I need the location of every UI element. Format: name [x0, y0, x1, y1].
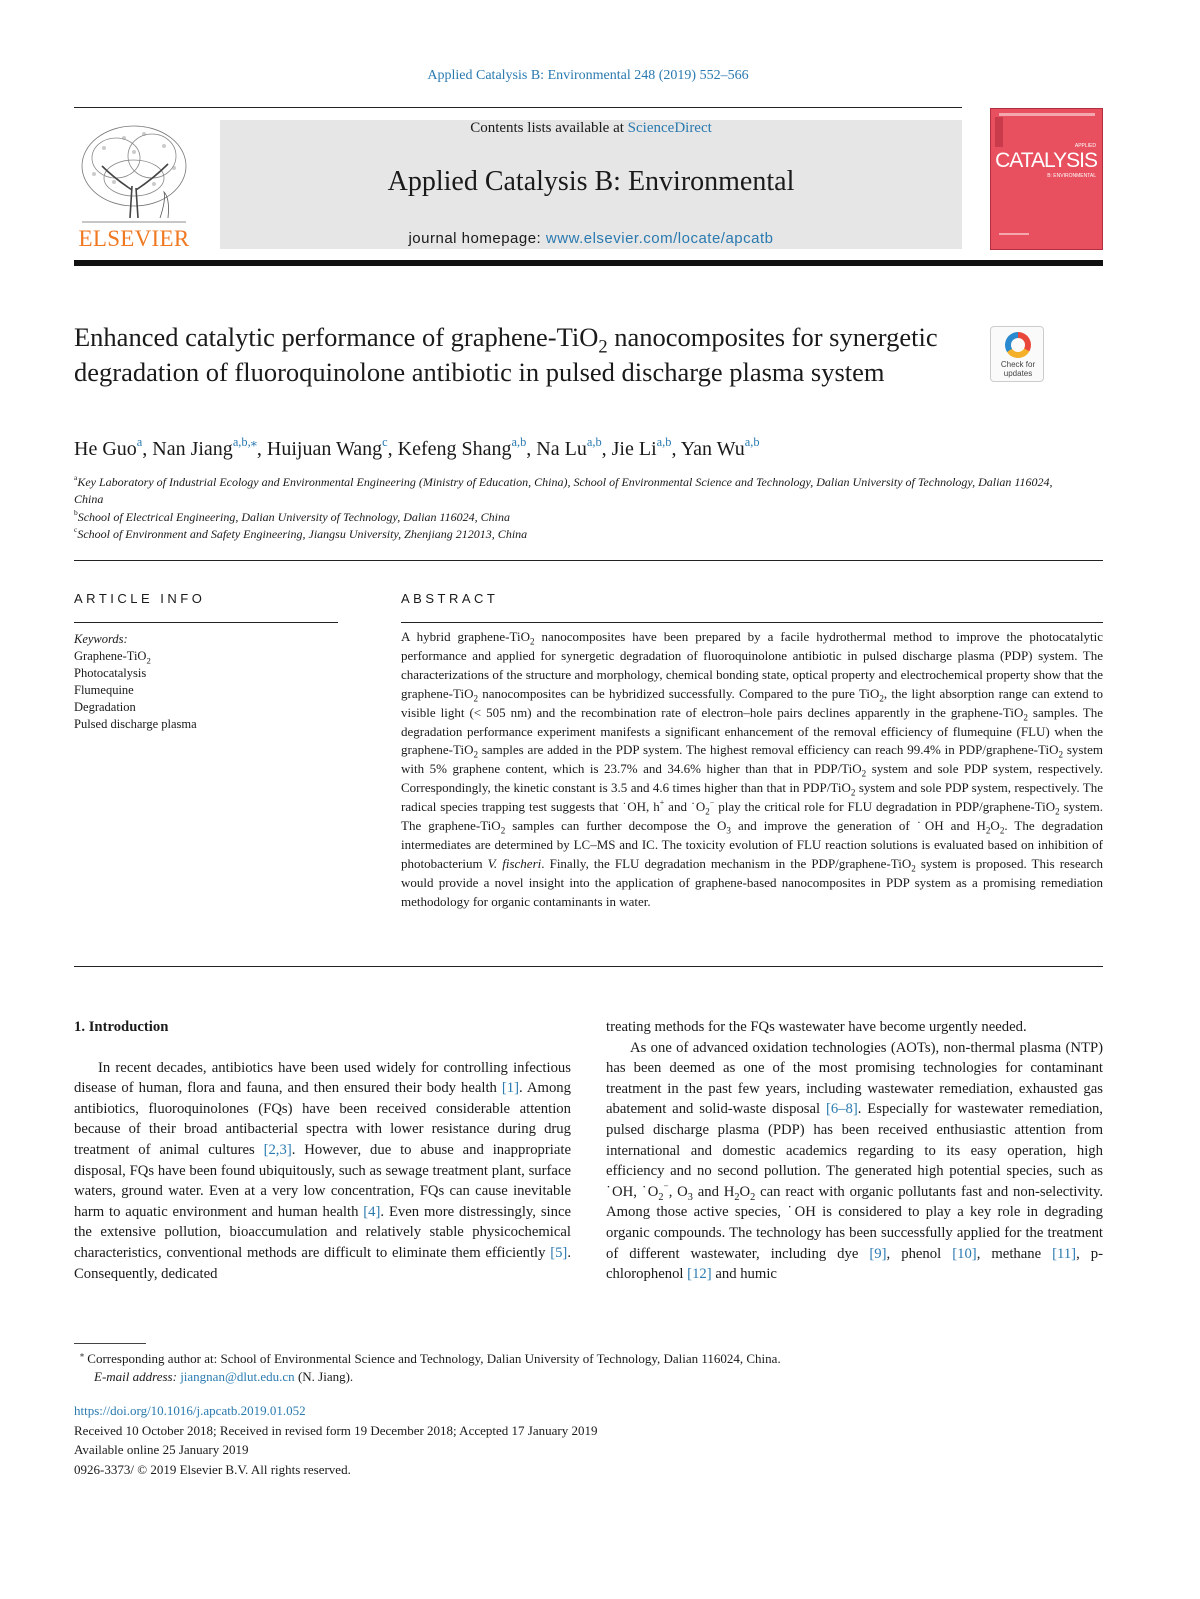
superscript: −: [663, 1180, 669, 1191]
text-run: . Finally, the FLU degradation mechanism in the PDP/graphene-TiO: [541, 855, 912, 871]
section-heading-introduction: 1. Introduction: [74, 1019, 169, 1035]
subscript: 2: [500, 825, 506, 836]
article-title: Enhanced catalytic performance of graphene-TiO$_2$ nanocomposites for synergetic degradation of fluoroquinolone antibiotic in pulsed discharge plasma system: [74, 322, 938, 387]
affiliation-b: $^b$School of Electrical Engineering, Dalian University of Technology, Dalian 116024, China: [74, 508, 511, 524]
intro-paragraph-1: [74, 1058, 571, 1285]
text-run: O: [990, 818, 1000, 834]
journal-homepage: journal homepage: www.elsevier.com/locate/apcatb: [408, 230, 774, 247]
journal-cover-thumbnail[interactable]: [990, 108, 1103, 250]
subscript: 2: [1058, 750, 1064, 761]
text-run: samples. The degradation performance experiment manifests a significant enhancement of the removal efficiency of flumequine (FLU) when the graphene-TiO: [401, 704, 1103, 758]
reference-link[interactable]: [12]: [687, 1266, 712, 1283]
author-name: Yan Wu: [680, 438, 745, 460]
affiliation-a: $^a$Key Laboratory of Industrial Ecology and Environmental Engineering (Ministry of Education, China), School of Environmental Science and Technology, Dalian University of Technology, Dalian 116024, China: [74, 473, 1053, 506]
subscript: 2: [658, 1191, 664, 1203]
abstract-bottom-rule: [74, 966, 1103, 967]
text-run: can react with organic pollutants fast and non-selectivity. Among those active species, ˙OH is considered to play a key role in degrading organic compounds. The technology has been successfully applied for the treatment of different wastewater, including dye: [606, 1183, 1104, 1262]
keyword-item: Graphene-TiO$_2$: [74, 649, 151, 666]
text-run: samples can further decompose the O: [505, 818, 727, 834]
body-left-column: [74, 1017, 571, 1284]
abstract-rule: [401, 622, 1103, 623]
reference-link[interactable]: [5]: [550, 1244, 568, 1261]
subscript: 2: [530, 636, 535, 647]
subscript: 2: [879, 693, 884, 704]
author-affiliation-mark[interactable]: c: [382, 435, 388, 450]
elsevier-wordmark: ELSEVIER: [78, 226, 190, 251]
author-separator: ,: [526, 438, 537, 460]
text-run: , the light absorption range can extend to visible light (< 505 nm) and the recombination rate of electron–hole pairs declines apparently in the graphene-TiO: [401, 685, 1103, 720]
subscript: 2: [473, 750, 478, 761]
journal-title: Applied Catalysis B: Environmental: [387, 166, 795, 197]
footnote-rule: [74, 1343, 146, 1344]
reference-link[interactable]: [1]: [501, 1080, 520, 1097]
keyword-item: Degradation: [74, 700, 136, 714]
author-affiliation-mark[interactable]: a,b: [586, 435, 602, 450]
abstract-text: [401, 628, 1103, 912]
affiliation-rule: [74, 560, 1103, 561]
author-affiliation-mark[interactable]: a,b: [744, 435, 760, 450]
subscript: 2: [985, 825, 991, 836]
text-run: . The degradation intermediates are determined by LC–MS and IC. The toxicity evolution of FLU reaction solutions is evaluated based on inhibition of photobacterium: [401, 818, 1103, 871]
text-run: and improve the generation of ˙OH and H: [730, 818, 986, 834]
text-run: . However, due to abuse and inappropriate disposal, FQs have been found ubiquitously, such as sewage treatment plant, surface waters, ground water. Even at a very low concentration, FQs can cause inevitable harm to aquatic environment and human health: [74, 1141, 571, 1220]
text-run: A hybrid graphene-TiO: [401, 629, 530, 644]
superscript: −: [709, 798, 715, 808]
cover-subtitle: B: ENVIRONMENTAL: [1047, 173, 1096, 179]
affiliation-c: $^c$School of Environment and Safety Engineering, Jiangsu University, Zhenjiang 212013, China: [74, 525, 528, 541]
text-run: . Especially for wastewater remediation, pulsed discharge plasma (PDP) has been received enthusiastic attention from international and domestic academics regarding to its easy operation, high efficiency and no second pollution. The generated high potential species, such as ˙OH, ˙O: [606, 1101, 1103, 1200]
article-info-rule: [74, 622, 338, 623]
text-run: As one of advanced oxidation technologies (AOTs), non-thermal plasma (NTP) has been deemed as one of the most promising technologies for contaminant treatment in the past few years, including wastewater remediation, exhausted gas abatement and solid-waste disposal: [606, 1039, 1103, 1118]
keywords-block: [74, 631, 334, 733]
author-name: Nan Jiang: [152, 438, 233, 460]
text-run: system and sole PDP system, respectively. The radical species trapping test suggests that ˙OH, h: [401, 780, 1103, 815]
italic-text: V. fischeri: [487, 855, 542, 871]
subscript: 2: [750, 1191, 756, 1203]
subscript: 3: [687, 1191, 693, 1203]
text-run: . Among antibiotics, fluoroquinolones (FQs) have been received considerable attention because of their broad antibacterial spectra with lower resistance during drug treatment of animal cultures: [74, 1080, 571, 1158]
subscript: 2: [1023, 712, 1028, 723]
cover-side-block: [995, 117, 1003, 147]
subscript: 2: [473, 693, 478, 704]
keyword-subscript: 2: [146, 655, 151, 666]
keywords-label: Keywords:: [74, 632, 128, 646]
author-affiliation-mark[interactable]: a: [136, 435, 143, 450]
text-run: system. The graphene-TiO: [401, 799, 1103, 834]
author-separator: ,: [601, 438, 612, 460]
header-rule: [74, 107, 962, 108]
cover-catalysis-label: CATALYSIS: [995, 149, 1097, 172]
text-run: O: [739, 1183, 751, 1200]
author-email-link[interactable]: jiangnan@dlut.edu.cn: [180, 1369, 295, 1384]
author-name: Na Lu: [536, 438, 587, 460]
reference-link[interactable]: [9]: [869, 1245, 887, 1262]
text-run: In recent decades, antibiotics have been used widely for controlling infectious disease of human, flora and fauna, and then ensured their body health: [74, 1059, 571, 1097]
text-run: system is proposed. This research would provide a novel insight into the application of graphene-based nanocomposites in PDP system as a promising remediation methodology for organic contaminants in water.: [401, 855, 1104, 909]
keywords-list: [74, 648, 334, 733]
journal-masthead: [220, 120, 962, 249]
subscript: 2: [705, 806, 710, 817]
keyword-item: Flumequine: [74, 683, 134, 697]
text-run: system with 5% graphene content, which is 23.7% and 34.6% higher than that in PDP/TiO: [401, 742, 1103, 777]
text-run: , phenol: [886, 1245, 953, 1262]
text-run: samples are added in the PDP system. The highest removal efficiency can reach 99.4% in PDP/graphene-TiO: [478, 742, 1059, 758]
received-dates: Received 10 October 2018; Received in revised form 19 December 2018; Accepted 17 January 2019: [74, 1422, 598, 1438]
reference-link[interactable]: [6–8]: [825, 1101, 858, 1118]
text-run: and humic: [711, 1266, 777, 1283]
text-run: and H: [692, 1183, 735, 1200]
author-name: Kefeng Shang: [397, 438, 512, 460]
text-run: , p-chlorophenol: [606, 1245, 1103, 1283]
masthead-thick-rule: [74, 260, 1103, 266]
author-name: He Guo: [74, 438, 137, 460]
subscript: 2: [1055, 806, 1060, 817]
article-info-heading: ARTICLE INFO: [74, 591, 206, 606]
copyright-line: 0926-3373/ © 2019 Elsevier B.V. All rights reserved.: [74, 1461, 351, 1477]
subscript: 2: [999, 825, 1005, 836]
abstract-heading: ABSTRACT: [401, 591, 499, 606]
subscript: 2: [861, 768, 867, 779]
keyword-item: Pulsed discharge plasma: [74, 717, 197, 731]
text-run: . Consequently, dedicated: [74, 1244, 571, 1282]
text-run: . Even more distressingly, since the extensive pollution, bioaccumulation and relatively stable physicochemical characteristics, conventional methods are difficult to eliminate them efficiently: [74, 1203, 572, 1261]
body-right-column: [606, 1017, 1103, 1285]
subscript: 2: [850, 787, 856, 798]
reference-link[interactable]: [2,3]: [263, 1141, 292, 1158]
text-run: , methane: [976, 1245, 1053, 1262]
subscript: 2: [734, 1191, 740, 1203]
author-name: Jie Li: [611, 438, 657, 460]
sciencedirect-link[interactable]: ScienceDirect: [627, 120, 712, 136]
author-separator: ,: [142, 438, 153, 460]
text-run: and ˙O: [664, 799, 706, 815]
superscript: +: [659, 798, 665, 808]
text-run: play the critical role for FLU degradation in PDP/graphene-TiO: [714, 799, 1056, 815]
author-affiliation-mark[interactable]: a,b: [511, 435, 527, 450]
cover-bottom-bar: [999, 233, 1029, 235]
intro-paragraph-continued: treating methods for the FQs wastewater have become urgently needed.: [606, 1019, 1027, 1035]
author-affiliation-mark[interactable]: a,b: [656, 435, 672, 450]
subscript: 3: [726, 825, 731, 836]
article-metadata: [74, 1401, 974, 1479]
author-separator: ,: [387, 438, 398, 460]
text-run: , O: [668, 1183, 688, 1200]
doi-link[interactable]: https://doi.org/10.1016/j.apcatb.2019.01.052: [74, 1403, 306, 1418]
reference-link[interactable]: [11]: [1052, 1245, 1077, 1262]
author-affiliation-mark[interactable]: a,b,⁎: [232, 435, 257, 450]
check-for-updates-badge[interactable]: [990, 326, 1044, 382]
available-online: Available online 25 January 2019: [74, 1442, 249, 1457]
keyword-item: Photocatalysis: [74, 666, 147, 680]
contents-line: Contents lists available at ScienceDirect: [470, 120, 712, 136]
author-separator: ,: [256, 438, 267, 460]
author-name: Huijuan Wang: [266, 438, 383, 460]
subscript: 2: [911, 863, 916, 874]
text-run: system and sole PDP system, respectively. Correspondingly, the kinetic constant is 3.5 and 4.6 times higher than that in PDP/TiO: [401, 761, 1104, 796]
author-list: [74, 435, 1103, 461]
reference-link[interactable]: [10]: [952, 1245, 977, 1262]
check-updates-label: Check for updates: [1000, 360, 1036, 378]
corresponding-author-footnote: ⁎ Corresponding author at: School of Environmental Science and Technology, Dalian University of Technology, Dalian 116024, China. E-mail address: jiangnan@dlut.edu.cn (N. Jiang).: [80, 1349, 781, 1384]
journal-citation[interactable]: Applied Catalysis B: Environmental 248 (2019) 552–566: [427, 68, 749, 83]
intro-paragraph-2: [606, 1038, 1103, 1285]
homepage-link[interactable]: www.elsevier.com/locate/apcatb: [545, 230, 774, 247]
check-updates-icon: [1005, 332, 1031, 358]
author-separator: ,: [671, 438, 681, 460]
cover-applied-label: APPLIED: [1074, 143, 1096, 149]
text-run: nanocomposites have been prepared by a facile hydrothermal method to improve the photocatalytic performance and applied for synergetic degradation of fluoroquinolone antibiotic in pulsed discharge plasma (PDP) system. The characterizations of the structure and morphology, chemical bonding state, optical property and electrochemical property show that the graphene-TiO: [401, 629, 1103, 701]
text-run: nanocomposites can be hybridized successfully. Compared to the pure TiO: [478, 685, 880, 701]
cover-top-strip: [999, 113, 1095, 116]
reference-link[interactable]: [4]: [363, 1203, 381, 1220]
